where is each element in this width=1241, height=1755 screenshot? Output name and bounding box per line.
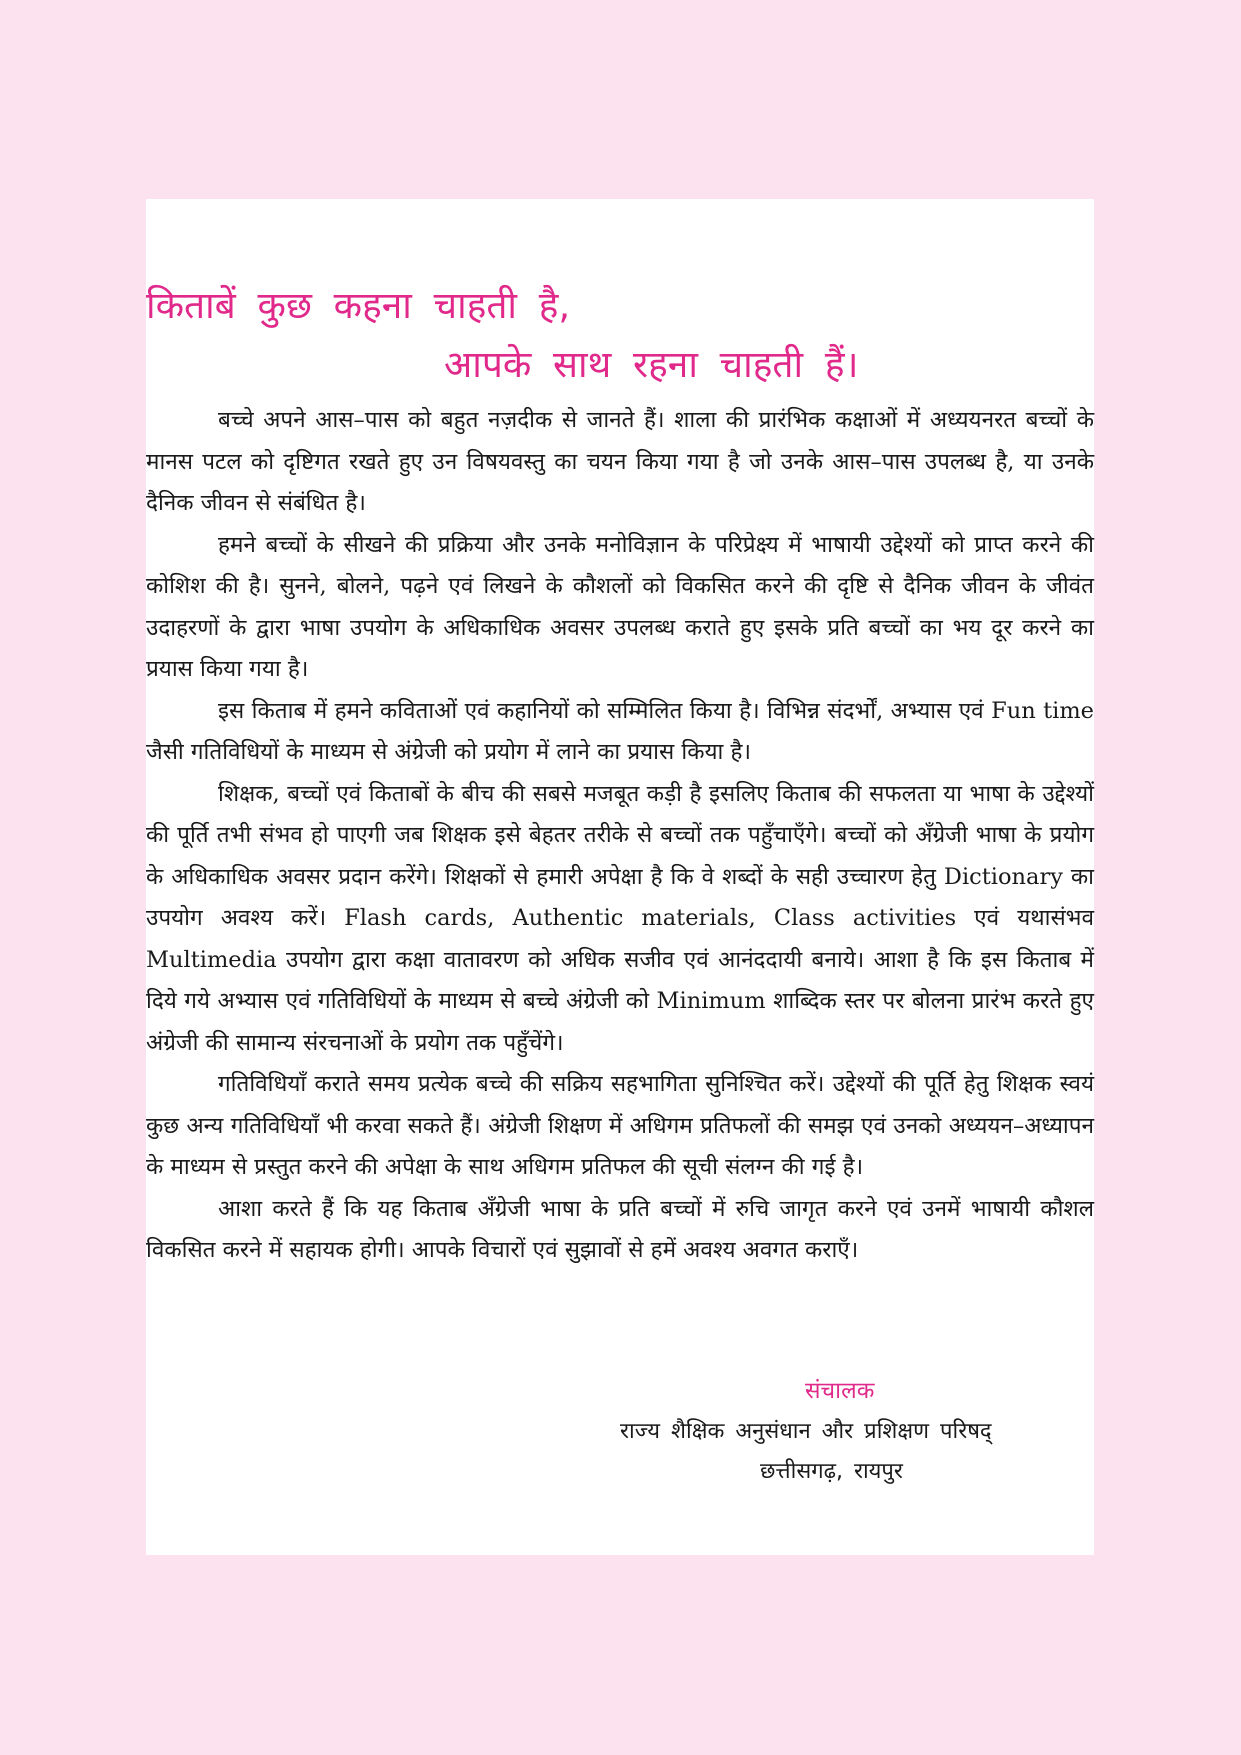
signature-place: छत्तीसगढ़, रायपुर [760, 1459, 903, 1484]
signature-organization: राज्य शैक्षिक अनुसंधान और प्रशिक्षण परिषद् [620, 1419, 992, 1444]
paragraph-3: इस किताब में हमने कविताओं एवं कहानियों को सम्मिलित किया है। विभिन्न संदर्भों, अभ्यास एवं Fun time जैसी गतिविधियों के माध्यम से अंग्रेजी को प्रयोग में लाने का प्रयास किया है। [146, 697, 1094, 765]
paragraph-2: हमने बच्चों के सीखने की प्रक्रिया और उनके मनोविज्ञान के परिप्रेक्ष्य में भाषायी उद्देश्यों को प्राप्त करने की कोशिश की है। सुनने, बोलने, पढ़ने एवं लिखने के कौशलों को विकसित करने की दृष्टि से दैनिक जीवन के जीवंत उदाहरणों के द्वारा भाषा उपयोग के अधिकाधिक अवसर उपलब्ध कराते हुए इसके प्रति बच्चों का भय दूर करने का प्रयास किया गया है। [146, 531, 1094, 682]
heading-line-2: आपके साथ रहना चाहती हैं। [444, 343, 859, 386]
paragraph-4: शिक्षक, बच्चों एवं किताबों के बीच की सबसे मजबूत कड़ी है इसलिए किताब की सफलता या भाषा के उद्देश्यों की पूर्ति तभी संभव हो पाएगी जब शिक्षक इसे बेहतर तरीके से बच्चों तक पहुँचाएँगे। बच्चों को अँग्रेजी भाषा के प्रयोग के अधिकाधिक अवसर प्रदान करेंगे। शिक्षकों से हमारी अपेक्षा है कि वे शब्दों के सही उच्चारण हेतु Dictionary का उपयोग अवश्य करें। Flash cards, Authentic materials, Class activities एवं यथासंभव Multimedia उपयोग द्वारा कक्षा वातावरण को अधिक सजीव एवं आनंददायी बनाये। आशा है कि इस किताब में दिये गये अभ्यास एवं गतिविधियों के माध्यम से बच्चे अंग्रेजी को Minimum शाब्दिक स्तर पर बोलना प्रारंभ करते हुए अंग्रेजी की सामान्य संरचनाओं के प्रयोग तक पहुँचेंगे। [146, 780, 1094, 1056]
paragraph-1: बच्चे अपने आस–पास को बहुत नज़दीक से जानते हैं। शाला की प्रारंभिक कक्षाओं में अध्ययनरत बच्चों के मानस पटल को दृष्टिगत रखते हुए उन विषयवस्तु का चयन किया गया है जो उनके आस–पास उपलब्ध है, या उनके दैनिक जीवन से संबंधित है। [146, 407, 1094, 516]
heading-line-1: किताबें कुछ कहना चाहती है, [146, 284, 571, 327]
paragraph-5: गतिविधियाँ कराते समय प्रत्येक बच्चे की सक्रिय सहभागिता सुनिश्चित करें। उद्देश्यों की पूर्ति हेतु शिक्षक स्वयं कुछ अन्य गतिविधियाँ भी करवा सकते हैं। अंग्रेजी शिक्षण में अधिगम प्रतिफलों की समझ एवं उनको अध्ययन–अध्यापन के माध्यम से प्रस्तुत करने की अपेक्षा के साथ अधिगम प्रतिफल की सूची संलग्न की गई है। [146, 1071, 1094, 1180]
signature-title: संचालक [805, 1378, 875, 1404]
paragraph-6: आशा करते हैं कि यह किताब अँग्रेजी भाषा के प्रति बच्चों में रुचि जागृत करने एवं उनमें भाषायी कौशल विकसित करने में सहायक होगी। आपके विचारों एवं सुझावों से हमें अवश्य अवगत कराएँ। [146, 1195, 1094, 1263]
preface-body [146, 400, 1094, 1272]
